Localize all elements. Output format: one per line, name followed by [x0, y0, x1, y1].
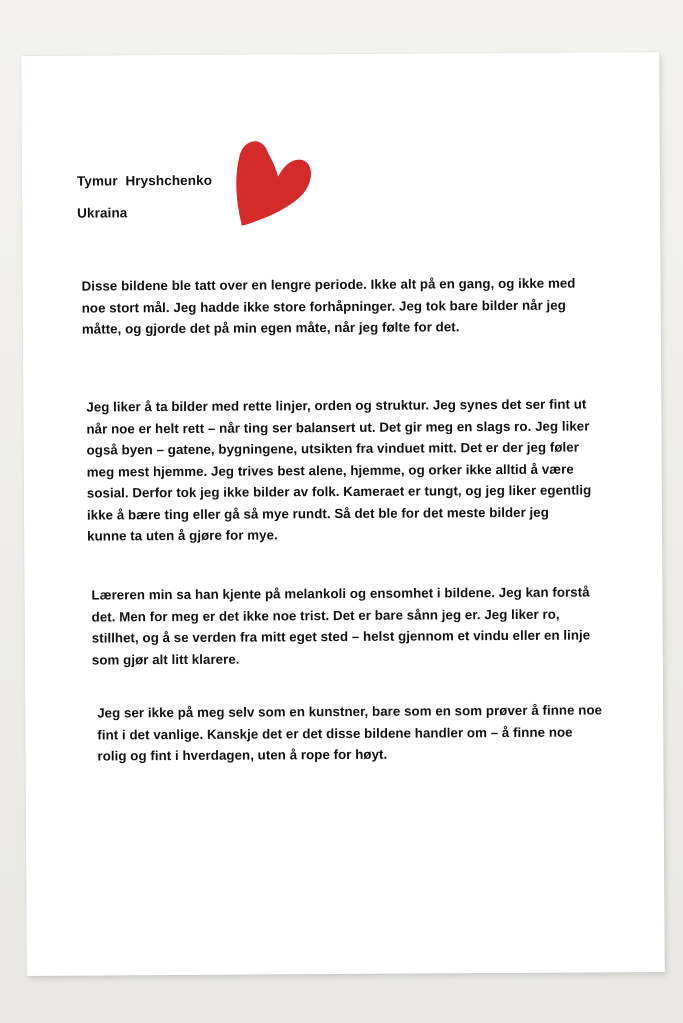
paragraph-1: Disse bildene ble tatt over en lengre periode. Ikke alt på en gang, og ikke med noe stort mål. Jeg hadde ikke store forhåpninger. Jeg tok bare bilder når jeg måtte, og gjorde det på min egen måte, når jeg følte for det.	[81, 275, 576, 337]
heart-shape	[236, 141, 311, 226]
author-name: Tymur Hryshchenko	[76, 172, 213, 189]
author-block	[77, 165, 212, 230]
paragraph-4: Jeg ser ikke på meg selv som en kunstner, bare som en som prøver å finne noe fint i det vanlige. Kanskje det er det disse bildene handler om – å finne noe rolig og fint i hverdagen, uten å rope for høyt.	[97, 702, 603, 764]
author-country: Ukraina	[77, 205, 128, 221]
heart-icon	[232, 140, 313, 232]
paragraph-3: Læreren min sa han kjente på melankoli og ensomhet i bildene. Jeg kan forstå det. Men for meg er det ikke noe trist. Det er bare sånn jeg er. Jeg liker ro, stillhet, og å se verden fra mitt eget sted – helst gjennom et vindu eller en linje som gjør alt litt klarere.	[91, 584, 591, 668]
paper-sheet	[21, 52, 665, 976]
paragraph-2: Jeg liker å ta bilder med rette linjer, orden og struktur. Jeg synes det ser fint ut når noe er helt rett – når ting ser balansert ut. Det gir meg en slags ro. Jeg liker også byen – gatene, bygningene, utsikten fra vinduet mitt. Det er der jeg føler meg mest hjemme. Jeg trives best alene, hjemme, og orker ikke alltid å være sosial. Derfor tok jeg ikke bilder av folk. Kameraet er tungt, og jeg liker egentlig ikke å bære ting eller gå så mye rundt. Så det ble for det meste bilder jeg kunne ta uten å gjøre for mye.	[86, 396, 592, 544]
